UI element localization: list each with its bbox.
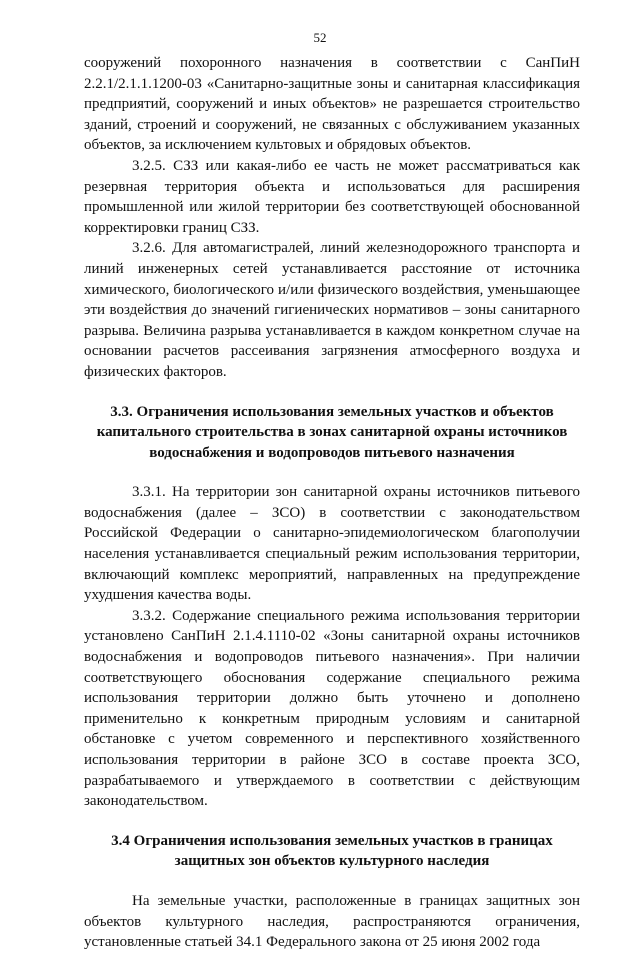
spacer <box>84 872 580 891</box>
spacer <box>84 812 580 831</box>
paragraph-3-4-intro: На земельные участки, расположенные в границах защитных зон объектов культурного наследия, распространяются ограничения, установленные статьей 34.1 Федерального закона от 25 июня 2002 года <box>84 892 580 951</box>
paragraph-3-2-5: 3.2.5. СЗЗ или какая-либо ее часть не может рассматриваться как резервная территория объекта и использоваться для расширения промышленной или жилой территории без соответствующей обоснованной корректировки границ СЗЗ. <box>84 157 580 236</box>
paragraph-3-2-6: 3.2.6. Для автомагистралей, линий железнодорожного транспорта и линий инженерных сетей устанавливается расстояние от источника химического, биологического и/или физического воздействия, уменьшающее эти воздействия до значений гигиенических нормативов – зоны санитарного разрыва. Величина разрыва устанавливается в каждом конкретном случае на основании расчетов рассеивания загрязнения атмосферного воздуха и физических факторов. <box>84 240 580 380</box>
paragraph-3-3-2: 3.3.2. Содержание специального режима использования территории установлено СанПиН 2.1.4.1110-02 «Зоны санитарной охраны источников водоснабжения и водопроводов питьевого назначения». При наличии соответствующего обоснования содержание специального режима использования территории должно быть уточнено и дополнено применительно к конкретным природным условиям и санитарной обстановке с учетом современного и перспективного хозяйственного использования территории в районе ЗСО в составе проекта ЗСО, разрабатываемого и утверждаемого в соответствии с действующим законодательством. <box>84 607 580 810</box>
section-heading-3-4: 3.4 Ограничения использования земельных участков в границах защитных зон объектов культурного наследия <box>111 832 553 870</box>
document-body <box>84 53 580 953</box>
spacer <box>84 463 580 482</box>
spacer <box>84 383 580 402</box>
section-heading-3-3: 3.3. Ограничения использования земельных участков и объектов капитального строительства в зонах санитарной охраны источников водоснабжения и водопроводов питьевого назначения <box>96 403 568 461</box>
page-number: 52 <box>313 30 327 45</box>
paragraph-continuation: сооружений похоронного назначения в соответствии с СанПиН 2.2.1/2.1.1.1200-03 «Санитарно-защитные зоны и санитарная классификация предприятий, сооружений и иных объектов» не разрешается строительство зданий, строений и сооружений, не связанных с обслуживанием указанных объектов, за исключением культовых и обрядовых объектов. <box>84 55 580 154</box>
paragraph-3-3-1: 3.3.1. На территории зон санитарной охраны источников питьевого водоснабжения (далее – ЗСО) в соответствии с законодательством Российской Федерации о санитарно-эпидемиологическом благополучии населения устанавливается специальный режим использования территории, включающий комплекс мероприятий, направленных на предупреждение ухудшения качества воды. <box>84 484 580 604</box>
